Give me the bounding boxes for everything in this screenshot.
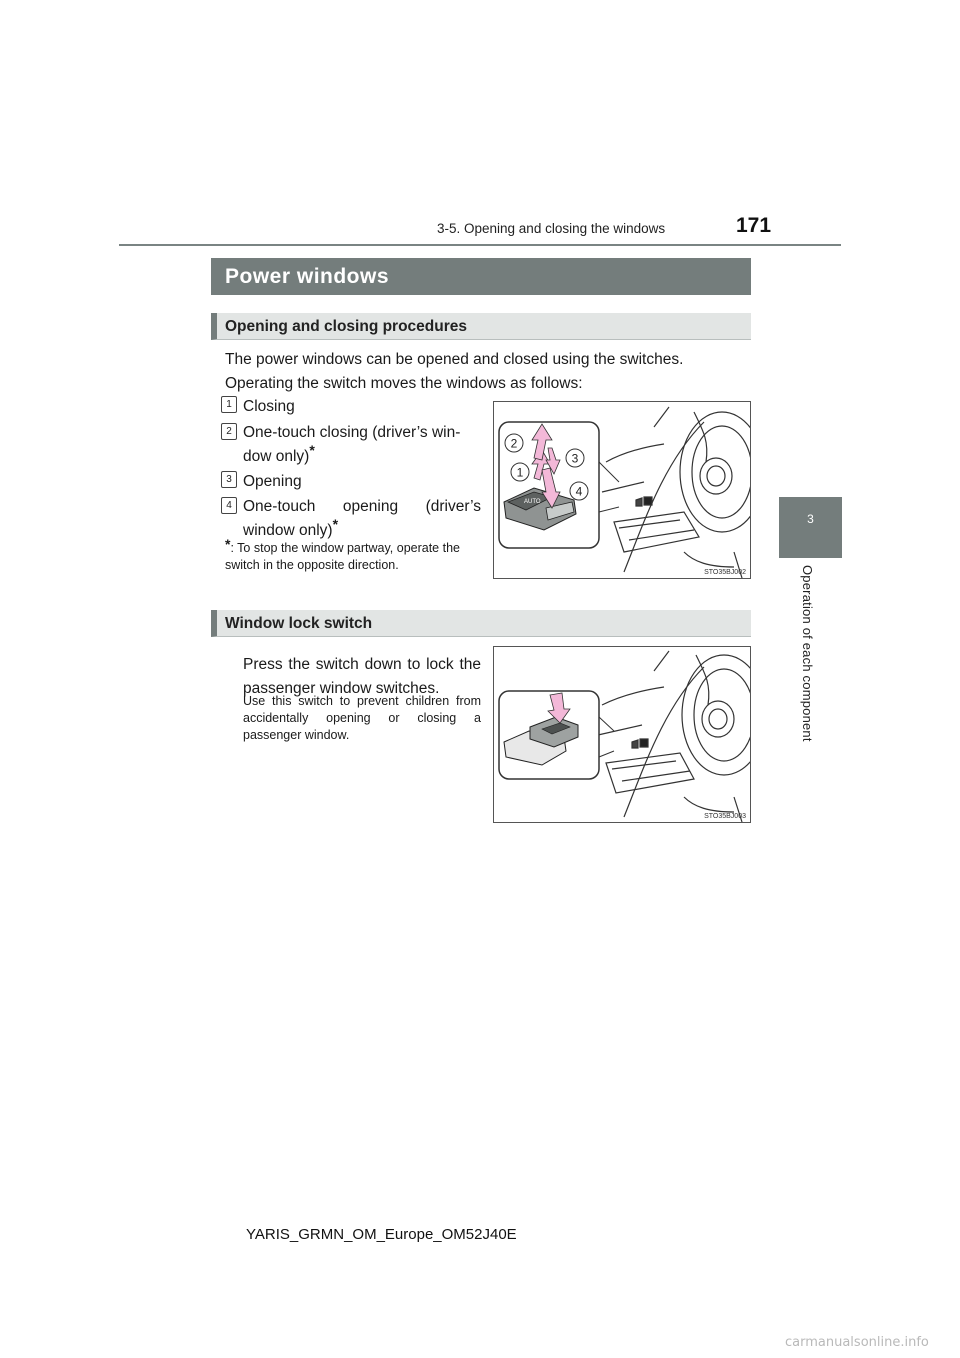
header-divider xyxy=(119,244,841,246)
chapter-title: Operation of each component xyxy=(800,565,815,742)
item-number-3: 3 xyxy=(221,471,237,488)
section-intro xyxy=(225,348,755,396)
list-item xyxy=(243,421,481,469)
callout-4: 4 xyxy=(575,484,583,499)
lock-note: Use this switch to prevent children from accidentally opening or closing a passenger window. xyxy=(243,694,481,742)
figure-window-lock-switch xyxy=(493,646,751,823)
item-label-cont: window only) xyxy=(243,522,333,539)
callout-3: 3 xyxy=(571,451,579,466)
page-title: Power windows xyxy=(211,258,751,295)
item-number-2: 2 xyxy=(221,423,237,440)
intro-line-2: Operating the switch moves the windows as follows: xyxy=(225,375,583,392)
header-section-title: 3-5. Opening and closing the windows xyxy=(437,221,666,236)
item-label: One-touch opening (driver’s xyxy=(243,498,481,515)
switch-auto-label: AUTO xyxy=(524,499,541,505)
window-switch-illustration xyxy=(494,402,750,578)
callout-1: 1 xyxy=(516,465,524,480)
item-label: One-touch closing (driver’s win- xyxy=(243,424,461,441)
asterisk-mark: * xyxy=(332,515,339,532)
list-item xyxy=(243,470,481,494)
item-label-cont: dow only) xyxy=(243,448,310,465)
item-label: Opening xyxy=(243,473,302,490)
watermark: carmanualsonline.info xyxy=(785,1335,929,1350)
callout-2: 2 xyxy=(510,436,518,451)
footnote-asterisk: * xyxy=(225,536,231,552)
intro-line-1: The power windows can be opened and closed using the switches. xyxy=(225,351,684,368)
figure-caption: STO35BJ003 xyxy=(704,813,746,820)
section-heading-opening: Opening and closing procedures xyxy=(211,313,751,340)
chapter-tab xyxy=(779,497,842,558)
list-item xyxy=(243,395,481,419)
figure-caption: STO35BJ002 xyxy=(704,569,746,576)
figure-window-switch xyxy=(493,401,751,579)
page-number: 171 xyxy=(736,214,772,237)
item-number-1: 1 xyxy=(221,396,237,413)
footnote xyxy=(225,536,479,574)
window-lock-illustration xyxy=(494,647,750,822)
chapter-number: 3 xyxy=(807,512,814,526)
item-number-4: 4 xyxy=(221,497,237,514)
item-label: Closing xyxy=(243,398,295,415)
lock-instruction: Press the switch down to lock the passenger window switches. xyxy=(243,656,481,697)
footnote-text: : To stop the window partway, operate the switch in the opposite direction. xyxy=(225,541,460,572)
list-item xyxy=(243,495,481,543)
section-heading-lock: Window lock switch xyxy=(211,610,751,637)
asterisk-mark: * xyxy=(309,441,315,458)
footer-document-id: YARIS_GRMN_OM_Europe_OM52J40E xyxy=(246,1226,517,1243)
